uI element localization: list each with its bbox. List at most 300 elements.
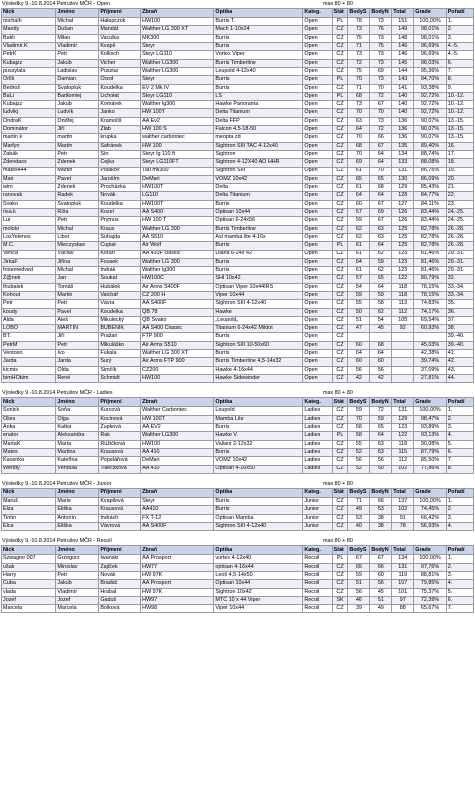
- cell-first-name: Damian: [56, 76, 99, 84]
- cell-airgun: DeMari: [141, 175, 214, 183]
- cell-first-name: Antonín: [56, 514, 99, 522]
- cell-last-name: Růžičková: [99, 440, 141, 448]
- column-header-points-n: BodyN: [370, 488, 392, 497]
- column-header-points-n: BodyN: [370, 546, 392, 555]
- cell-points-n: 70: [370, 167, 392, 175]
- cell-points-s: [348, 333, 370, 341]
- table-row: [2, 18, 474, 26]
- cell-points-n: 67: [370, 555, 392, 563]
- cell-airgun: CZ200: [141, 366, 214, 374]
- cell-airgun: QB 78: [141, 308, 214, 316]
- cell-points-s: 62: [348, 233, 370, 241]
- column-header-grade: Grade: [414, 488, 446, 497]
- cell-points-s: 68: [348, 142, 370, 150]
- cell-last-name: Šuhajda: [99, 233, 141, 241]
- cell-total: 88: [392, 605, 414, 613]
- cell-category: Open: [303, 92, 332, 100]
- cell-first-name: Mieczysław: [56, 242, 99, 250]
- cell-country: CZ: [332, 258, 348, 266]
- table-row: [2, 440, 474, 448]
- cell-country: CZ: [332, 522, 348, 530]
- results-sheet: [1, 0, 474, 613]
- cell-rank: 43.: [446, 366, 473, 374]
- cell-airgun: QB Svako: [141, 316, 214, 324]
- cell-country: CZ: [332, 209, 348, 217]
- cell-nick: Elca: [2, 522, 56, 530]
- cell-points-s: 58: [348, 424, 370, 432]
- cell-scope: Hawke 4-16x44: [214, 366, 303, 374]
- cell-total: 105: [392, 316, 414, 324]
- table-row: [2, 432, 474, 440]
- cell-last-name: Novák: [99, 571, 141, 579]
- cell-points-s: 59: [348, 217, 370, 225]
- cell-rank: 6.: [446, 596, 473, 604]
- cell-nick: moloto: [2, 225, 56, 233]
- cell-first-name: Říša: [56, 209, 99, 217]
- cell-grade: 77,86%: [414, 465, 446, 473]
- cell-nick: JirkaF: [2, 258, 56, 266]
- cell-first-name: Martin: [56, 142, 99, 150]
- cell-scope: Burris: [214, 242, 303, 250]
- cell-airgun: HW 97K: [141, 571, 214, 579]
- cell-airgun: Steyr LG110FT: [141, 159, 214, 167]
- cell-nick: thubalek: [2, 283, 56, 291]
- cell-first-name: Václav: [56, 250, 99, 258]
- cell-rank: 13.-15.: [446, 117, 473, 125]
- section-title-text: Výsledky 9.-10.8.2014 Petrušov MČR - Recoil: [2, 538, 112, 545]
- max-points-label: max 80 + 80: [323, 480, 353, 487]
- category-section: [1, 0, 474, 383]
- cell-airgun: Steyr lg 110 ft: [141, 150, 214, 158]
- cell-points-s: 75: [348, 67, 370, 75]
- cell-nick: Vladimír.K: [2, 43, 56, 51]
- cell-scope: Optisan 6-24x56: [214, 217, 303, 225]
- cell-category: Open: [303, 267, 332, 275]
- cell-last-name: Kvapil: [99, 43, 141, 51]
- cell-airgun: Walther LG300: [141, 59, 214, 67]
- cell-rank: 10.-12.: [446, 101, 473, 109]
- table-row: [2, 258, 474, 266]
- cell-airgun: HW100T: [141, 184, 214, 192]
- column-header-rank: Pořadí: [446, 546, 473, 555]
- cell-category: Ladies: [303, 424, 332, 432]
- cell-category: Ladies: [303, 465, 332, 473]
- table-row: [2, 242, 474, 250]
- cell-points-s: 73: [348, 101, 370, 109]
- cell-grade: 100,00%: [414, 407, 446, 415]
- cell-country: CZ: [332, 167, 348, 175]
- cell-points-n: 73: [370, 34, 392, 42]
- cell-first-name: Svatopluk: [56, 84, 99, 92]
- table-header-row: [2, 546, 474, 555]
- table-row: [2, 341, 474, 349]
- cell-airgun: Walther lg300: [141, 101, 214, 109]
- cell-points-n: 73: [370, 117, 392, 125]
- table-row: [2, 26, 474, 34]
- cell-first-name: martin: [56, 134, 99, 142]
- cell-rank: 13.-15.: [446, 134, 473, 142]
- cell-category: Open: [303, 18, 332, 26]
- cell-points-s: 65: [348, 563, 370, 571]
- table-row: [2, 457, 474, 465]
- cell-airgun: Steyr: [141, 43, 214, 51]
- cell-category: Open: [303, 67, 332, 75]
- cell-rank: 8.: [446, 465, 473, 473]
- cell-rank: 7.: [446, 457, 473, 465]
- cell-category: Open: [303, 142, 332, 150]
- cell-category: Open: [303, 51, 332, 59]
- cell-nick: Szwagier 007: [2, 555, 56, 563]
- cell-last-name: Mikulecký: [99, 316, 141, 324]
- cell-grade: 98,01%: [414, 34, 446, 42]
- cell-scope: Optisan Mamba: [214, 514, 303, 522]
- cell-points-s: 60: [348, 200, 370, 208]
- table-row: [2, 358, 474, 366]
- cell-last-name: Vicher: [99, 59, 141, 67]
- cell-nick: Venca: [2, 250, 56, 258]
- cell-rank: 2.: [446, 26, 473, 34]
- table-row: [2, 465, 474, 473]
- column-header-first-name: Jméno: [56, 9, 99, 18]
- cell-airgun: AA 410: [141, 465, 214, 473]
- cell-country: CZ: [332, 350, 348, 358]
- cell-airgun: Steyr: [141, 76, 214, 84]
- cell-first-name: Jiří: [56, 126, 99, 134]
- cell-scope: Optisan 10x44: [214, 209, 303, 217]
- results-table: [1, 488, 474, 531]
- column-header-scope: Optika: [214, 546, 303, 555]
- column-header-nick: Nick: [2, 398, 56, 407]
- cell-scope: Viper 10x44: [214, 291, 303, 299]
- cell-first-name: Marta: [56, 440, 99, 448]
- cell-points-s: 65: [348, 175, 370, 183]
- cell-first-name: Vladimír: [56, 43, 99, 51]
- cell-last-name: Kořán: [99, 250, 141, 258]
- cell-grade: 82,78%: [414, 242, 446, 250]
- table-row: [2, 126, 474, 134]
- cell-total: 151: [392, 18, 414, 26]
- cell-nick: michalh: [2, 18, 56, 26]
- cell-first-name: Jan: [56, 275, 99, 283]
- cell-last-name: Hrabal: [99, 588, 141, 596]
- cell-grade: 78,15%: [414, 283, 446, 291]
- cell-points-s: 60: [348, 358, 370, 366]
- cell-country: CZ: [332, 26, 348, 34]
- cell-total: 123: [392, 267, 414, 275]
- cell-nick: Z@nek: [2, 275, 56, 283]
- cell-last-name: Polakov: [99, 167, 141, 175]
- cell-category: Open: [303, 117, 332, 125]
- table-row: [2, 506, 474, 514]
- column-header-nick: Nick: [2, 546, 56, 555]
- column-header-last-name: Příjmení: [99, 488, 141, 497]
- cell-scope: Valiant 2-12x32: [214, 440, 303, 448]
- cell-points-n: 72: [370, 407, 392, 415]
- cell-nick: Tintin: [2, 514, 56, 522]
- cell-category: Ladies: [303, 440, 332, 448]
- cell-grade: 97,76%: [414, 563, 446, 571]
- cell-points-n: 65: [370, 175, 392, 183]
- cell-points-n: 63: [370, 440, 392, 448]
- cell-first-name: Petr: [56, 571, 99, 579]
- cell-grade: 87,79%: [414, 448, 446, 456]
- cell-country: CZ: [332, 34, 348, 42]
- cell-country: CZ: [332, 192, 348, 200]
- cell-rank: 29.-31.: [446, 258, 473, 266]
- cell-nick: Mates: [2, 448, 56, 456]
- table-row: [2, 250, 474, 258]
- cell-total: 107: [392, 580, 414, 588]
- cell-points-s: 46: [348, 596, 370, 604]
- cell-points-n: 64: [370, 432, 392, 440]
- cell-points-n: 73: [370, 59, 392, 67]
- cell-points-s: 59: [348, 291, 370, 299]
- cell-points-n: 45: [370, 588, 392, 596]
- cell-total: 144: [392, 67, 414, 75]
- cell-total: 148: [392, 34, 414, 42]
- table-row: [2, 563, 474, 571]
- cell-country: CZ: [332, 51, 348, 59]
- cell-last-name: krupka: [99, 134, 141, 142]
- cell-scope: Sightron: [214, 150, 303, 158]
- cell-total: 131: [392, 407, 414, 415]
- cell-category: Ladies: [303, 432, 332, 440]
- cell-category: Ladies: [303, 457, 332, 465]
- cell-total: 123: [392, 250, 414, 258]
- cell-country: CZ: [332, 407, 348, 415]
- cell-scope: Burris: [214, 84, 303, 92]
- table-row: [2, 167, 474, 175]
- table-row: [2, 283, 474, 291]
- cell-points-n: 66: [370, 563, 392, 571]
- cell-scope: Burris Timberline: [214, 225, 303, 233]
- cell-first-name: Radek: [56, 192, 99, 200]
- cell-rank: 39.-40.: [446, 341, 473, 349]
- cell-points-n: 56: [370, 457, 392, 465]
- cell-total: 131: [392, 563, 414, 571]
- cell-points-s: 59: [348, 571, 370, 579]
- column-header-points-n: BodyN: [370, 9, 392, 18]
- cell-last-name: Čejka: [99, 159, 141, 167]
- cell-points-n: 68: [370, 341, 392, 349]
- cell-points-s: 40: [348, 522, 370, 530]
- cell-nick: Svako: [2, 200, 56, 208]
- cell-grade: 90,07%: [414, 126, 446, 134]
- cell-first-name: Aleš: [56, 316, 99, 324]
- cell-total: 122: [392, 275, 414, 283]
- cell-category: Open: [303, 325, 332, 333]
- cell-rank: 41.: [446, 350, 473, 358]
- cell-category: Open: [303, 26, 332, 34]
- cell-scope: Asi mamba lite 4-16x: [214, 233, 303, 241]
- cell-country: CZ: [332, 84, 348, 92]
- cell-scope: Diana 6-24x 42: [214, 250, 303, 258]
- cell-category: Recoil: [303, 588, 332, 596]
- cell-category: Open: [303, 150, 332, 158]
- cell-points-s: 61: [348, 242, 370, 250]
- column-header-grade: Grade: [414, 546, 446, 555]
- cell-first-name: Ludvík: [56, 109, 99, 117]
- table-row: [2, 109, 474, 117]
- cell-nick: Jarda: [2, 358, 56, 366]
- cell-country: CZ: [332, 175, 348, 183]
- cell-points-n: 70: [370, 109, 392, 117]
- table-row: [2, 159, 474, 167]
- cell-airgun: Walther LG 300: [141, 258, 214, 266]
- cell-airgun: HW 100 T: [141, 217, 214, 225]
- cell-total: 126: [392, 217, 414, 225]
- column-header-last-name: Příjmení: [99, 546, 141, 555]
- cell-country: CZ: [332, 424, 348, 432]
- cell-total: 140: [392, 101, 414, 109]
- cell-nick: PetrM: [2, 341, 56, 349]
- column-header-airgun: Zbraň: [141, 398, 214, 407]
- table-row: [2, 175, 474, 183]
- cell-total: 102: [392, 465, 414, 473]
- cell-airgun: LG110: [141, 192, 214, 200]
- cell-points-s: 71: [348, 43, 370, 51]
- cell-category: Recoil: [303, 555, 332, 563]
- cell-total: 128: [392, 192, 414, 200]
- cell-total: 123: [392, 258, 414, 266]
- column-header-category: Kateg.: [303, 9, 332, 18]
- cell-total: 140: [392, 92, 414, 100]
- cell-rank: 5.: [446, 588, 473, 596]
- section-title: [1, 389, 474, 397]
- cell-last-name: Kozel: [99, 209, 141, 217]
- cell-grade: 27,81%: [414, 374, 446, 382]
- table-row: [2, 374, 474, 382]
- cell-first-name: Grzegorz: [56, 555, 99, 563]
- cell-rank: 29.-31.: [446, 267, 473, 275]
- cell-grade: 60,93%: [414, 325, 446, 333]
- cell-points-n: 73: [370, 51, 392, 59]
- cell-points-s: 52: [348, 448, 370, 456]
- cell-points-n: 60: [370, 358, 392, 366]
- cell-total: 136: [392, 134, 414, 142]
- cell-nick: Marcela: [2, 605, 56, 613]
- cell-rank: 42.: [446, 358, 473, 366]
- cell-scope: Mamba Lite: [214, 415, 303, 423]
- cell-last-name: Indrách: [99, 514, 141, 522]
- cell-category: Open: [303, 175, 332, 183]
- cell-points-s: 73: [348, 26, 370, 34]
- cell-last-name: Fukala: [99, 350, 141, 358]
- cell-grade: 92,72%: [414, 109, 446, 117]
- cell-country: CZ: [332, 291, 348, 299]
- cell-airgun: Walther LG300: [141, 432, 214, 440]
- cell-first-name: Jakub: [56, 580, 99, 588]
- cell-last-name: Procházka: [99, 184, 141, 192]
- cell-category: Open: [303, 109, 332, 117]
- cell-first-name: Jiří: [56, 333, 99, 341]
- cell-rank: 21.: [446, 184, 473, 192]
- column-header-points-s: BodyS: [348, 488, 370, 497]
- cell-grade: 79,85%: [414, 580, 446, 588]
- cell-grade: 42,38%: [414, 350, 446, 358]
- cell-last-name: Bolková: [99, 605, 141, 613]
- cell-scope: VOMZ 10x42: [214, 175, 303, 183]
- cell-first-name: Michal: [56, 267, 99, 275]
- table-row: [2, 92, 474, 100]
- cell-rank: 44.: [446, 374, 473, 382]
- cell-points-s: 70: [348, 76, 370, 84]
- cell-first-name: Eliška: [56, 522, 99, 530]
- cell-country: CZ: [332, 325, 348, 333]
- cell-airgun: Air Arms S400F: [141, 283, 214, 291]
- cell-nick: Petr: [2, 300, 56, 308]
- cell-airgun: AA S400: [141, 209, 214, 217]
- cell-category: Open: [303, 34, 332, 42]
- cell-points-n: 67: [370, 142, 392, 150]
- column-header-country: Stát: [332, 488, 348, 497]
- cell-category: Open: [303, 366, 332, 374]
- column-header-category: Kateg.: [303, 488, 332, 497]
- cell-scope: Burris: [214, 333, 303, 341]
- column-header-total: Total: [392, 9, 414, 18]
- table-header-row: [2, 398, 474, 407]
- cell-last-name: Vaculka: [99, 34, 141, 42]
- cell-country: CZ: [332, 506, 348, 514]
- cell-country: CZ: [332, 308, 348, 316]
- cell-category: Open: [303, 217, 332, 225]
- cell-scope: Burris Timberline 4,5-14x32: [214, 358, 303, 366]
- cell-points-s: 67: [348, 555, 370, 563]
- cell-points-s: 49: [348, 506, 370, 514]
- cell-nick: Maruš: [2, 498, 56, 506]
- cell-category: Open: [303, 258, 332, 266]
- cell-nick: risa.k: [2, 209, 56, 217]
- cell-grade: 94,70%: [414, 76, 446, 84]
- table-row: [2, 43, 474, 51]
- cell-scope: Mach 1-10x24: [214, 26, 303, 34]
- cell-last-name: Cupiał: [99, 242, 141, 250]
- cell-points-n: 49: [370, 605, 392, 613]
- cell-points-n: 63: [370, 233, 392, 241]
- cell-points-n: 50: [370, 465, 392, 473]
- cell-first-name: Katka: [56, 424, 99, 432]
- cell-total: 122: [392, 432, 414, 440]
- column-header-last-name: Příjmení: [99, 398, 141, 407]
- column-header-nick: Nick: [2, 9, 56, 18]
- table-row: [2, 142, 474, 150]
- cell-category: Open: [303, 350, 332, 358]
- cell-grade: 84,77%: [414, 192, 446, 200]
- cell-points-s: 70: [348, 134, 370, 142]
- cell-rank: 1.: [446, 18, 473, 26]
- cell-nick: Olies: [2, 415, 56, 423]
- cell-category: Open: [303, 84, 332, 92]
- cell-first-name: René: [56, 374, 99, 382]
- cell-rank: 3.: [446, 571, 473, 579]
- column-header-total: Total: [392, 546, 414, 555]
- cell-nick: Bakli: [2, 34, 56, 42]
- cell-airgun: AA 410F classic: [141, 250, 214, 258]
- cell-first-name: Petr: [56, 51, 99, 59]
- cell-total: 127: [392, 200, 414, 208]
- cell-last-name: Zajíček: [99, 563, 141, 571]
- cell-grade: 45,03%: [414, 341, 446, 349]
- cell-country: CZ: [332, 117, 348, 125]
- cell-airgun: DeMari: [141, 457, 214, 465]
- cell-rank: 33.-34.: [446, 291, 473, 299]
- cell-points-n: 64: [370, 283, 392, 291]
- table-row: [2, 76, 474, 84]
- cell-nick: Kacenka: [2, 457, 56, 465]
- cell-last-name: Vávra: [99, 300, 141, 308]
- cell-nick: OndraK: [2, 117, 56, 125]
- cell-total: 113: [392, 300, 414, 308]
